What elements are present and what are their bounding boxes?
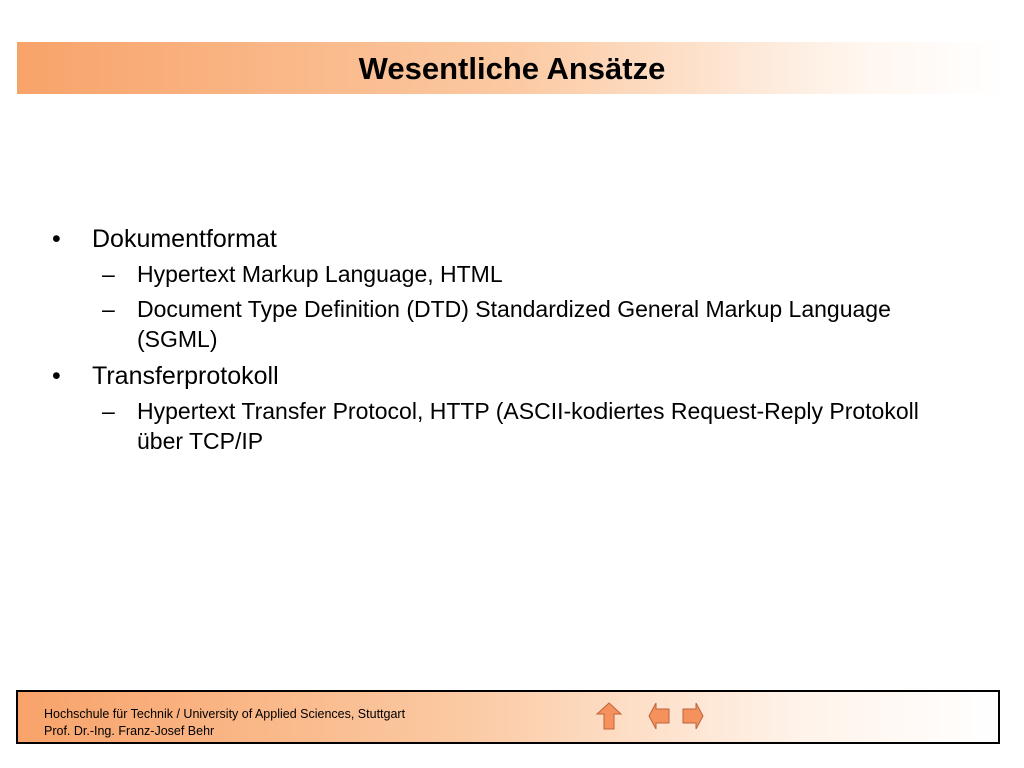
nav-forward-button[interactable] [682,702,704,735]
bullet-item [52,359,932,393]
sub-bullet-text: Hypertext Markup Language, HTML [137,261,503,287]
sub-bullet-item [102,259,932,289]
dash-marker: – [102,261,115,287]
footer-institution: Hochschule für Technik / University of Applied Sciences, Stuttgart [44,707,406,721]
arrow-up-icon [596,702,622,730]
footer [16,690,1000,744]
bullet-text: Dokumentformat [92,225,277,253]
slide-content [52,220,932,461]
footer-author: Prof. Dr.-Ing. Franz-Josef Behr [44,724,215,738]
nav-back-button[interactable] [648,702,670,735]
slide-title: Wesentliche Ansätze [358,51,666,86]
sub-bullet-text: Hypertext Transfer Protocol, HTTP (ASCII-kodiertes Request-Reply Protokoll über TCP/IP [137,398,919,454]
footer-text [44,706,405,740]
sub-bullet-item [102,396,932,456]
bullet-marker: • [52,362,61,390]
sub-bullet-item [102,294,932,354]
title-bar [17,42,1007,94]
nav-up-button[interactable] [596,702,622,735]
arrow-right-icon [682,702,704,730]
dash-marker: – [102,398,115,424]
dash-marker: – [102,296,115,322]
bullet-text: Transferprotokoll [92,362,279,390]
arrow-left-icon [648,702,670,730]
sub-bullet-text: Document Type Definition (DTD) Standardized General Markup Language (SGML) [137,296,891,352]
bullet-marker: • [52,225,61,253]
bullet-item [52,222,932,256]
